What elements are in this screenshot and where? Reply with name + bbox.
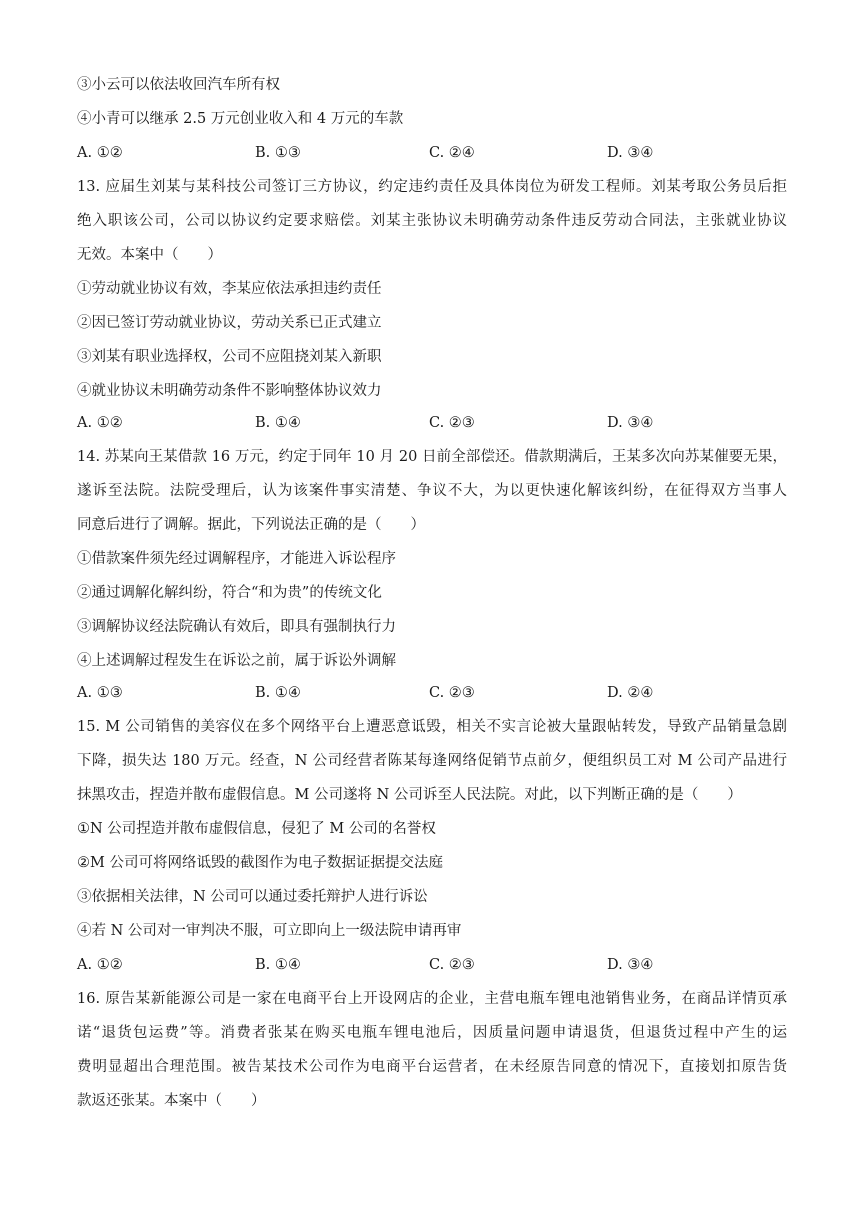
q13-item-2: ②因已签订劳动就业协议，劳动关系已正式建立 — [77, 315, 382, 331]
q14-stem-line-2: 遂诉至法院。法院受理后，认为该案件事实清楚、争议不大，为以更快速化解该纠纷，在征得双方当事人 — [77, 483, 787, 499]
q14-item-4: ④上述调解过程发生在诉讼之前，属于诉讼外调解 — [77, 653, 396, 669]
q14-item-3: ③调解协议经法院确认有效后，即具有强制执行力 — [77, 619, 396, 635]
q13-option-c: C. ②③ — [429, 415, 475, 431]
q15-stem-line-3: 抹黑攻击，捏造并散布虚假信息。M 公司遂将 N 公司诉至人民法院。对此，以下判断正确的是（ ） — [77, 787, 742, 803]
q16-stem-line-2: 诺“退货包运费”等。消费者张某在购买电瓶车锂电池后，因质量问题申请退货，但退货过程中产生的运 — [77, 1025, 787, 1041]
q13-item-1: ①劳动就业协议有效，李某应依法承担违约责任 — [77, 281, 382, 297]
q13-item-3: ③刘某有职业选择权，公司不应阻挠刘某入新职 — [77, 349, 382, 365]
q16-stem-line-1: 16. 原告某新能源公司是一家在电商平台上开设网店的企业，主营电瓶车锂电池销售业务，在商品详情页承 — [77, 991, 787, 1007]
q13-item-4: ④就业协议未明确劳动条件不影响整体协议效力 — [77, 383, 382, 399]
q15-item-2: ②M 公司可将网络诋毁的截图作为电子数据证据提交法庭 — [77, 855, 443, 871]
q15-item-1: ①N 公司捏造并散布虚假信息，侵犯了 M 公司的名誉权 — [77, 821, 436, 837]
q12-option-c: C. ②④ — [429, 145, 475, 161]
q13-option-a: A. ①② — [77, 415, 123, 431]
q12-option-a: A. ①② — [77, 145, 123, 161]
q15-item-3: ③依据相关法律，N 公司可以通过委托辩护人进行诉讼 — [77, 889, 428, 905]
q13-stem-line-3: 无效。本案中（ ） — [77, 247, 222, 263]
q14-option-a: A. ①③ — [77, 685, 123, 701]
q14-stem-line-3: 同意后进行了调解。据此，下列说法正确的是（ ） — [77, 517, 425, 533]
q15-option-b: B. ①④ — [255, 957, 301, 973]
q12-option-d: D. ③④ — [607, 145, 654, 161]
q12-item-4: ④小青可以继承 2.5 万元创业收入和 4 万元的车款 — [77, 111, 404, 127]
q14-option-c: C. ②③ — [429, 685, 475, 701]
q16-stem-line-4: 款返还张某。本案中（ ） — [77, 1093, 266, 1109]
q13-option-b: B. ①④ — [255, 415, 301, 431]
q14-item-2: ②通过调解化解纠纷，符合“和为贵”的传统文化 — [77, 585, 382, 601]
q16-stem-line-3: 费明显超出合理范围。被告某技术公司作为电商平台运营者，在未经原告同意的情况下，直接划扣原告货 — [77, 1059, 787, 1075]
q12-item-3: ③小云可以依法收回汽车所有权 — [77, 77, 280, 93]
q15-option-d: D. ③④ — [607, 957, 654, 973]
q13-option-d: D. ③④ — [607, 415, 654, 431]
q14-item-1: ①借款案件须先经过调解程序，才能进入诉讼程序 — [77, 551, 396, 567]
q14-option-d: D. ②④ — [607, 685, 654, 701]
q15-option-a: A. ①② — [77, 957, 123, 973]
q13-options — [77, 413, 797, 433]
q13-stem-line-2: 绝入职该公司，公司以协议约定要求赔偿。刘某主张协议未明确劳动条件违反劳动合同法，主张就业协议 — [77, 213, 787, 229]
q15-option-c: C. ②③ — [429, 957, 475, 973]
q14-stem-line-1: 14. 苏某向王某借款 16 万元，约定于同年 10 月 20 日前全部偿还。借款期满后，王某多次向苏某催要无果， — [77, 449, 787, 465]
q12-option-b: B. ①③ — [255, 145, 301, 161]
q14-options — [77, 683, 797, 703]
q15-options — [77, 955, 797, 975]
q12-options — [77, 143, 797, 163]
q15-item-4: ④若 N 公司对一审判决不服，可立即向上一级法院申请再审 — [77, 923, 462, 939]
q14-option-b: B. ①④ — [255, 685, 301, 701]
q15-stem-line-2: 下降，损失达 180 万元。经查，N 公司经营者陈某每逢网络促销节点前夕，便组织员工对 M 公司产品进行 — [77, 753, 787, 769]
q15-stem-line-1: 15. M 公司销售的美容仪在多个网络平台上遭恶意诋毁，相关不实言论被大量跟帖转发，导致产品销量急剧 — [77, 719, 787, 735]
q13-stem-line-1: 13. 应届生刘某与某科技公司签订三方协议，约定违约责任及具体岗位为研发工程师。刘某考取公务员后拒 — [77, 179, 787, 195]
